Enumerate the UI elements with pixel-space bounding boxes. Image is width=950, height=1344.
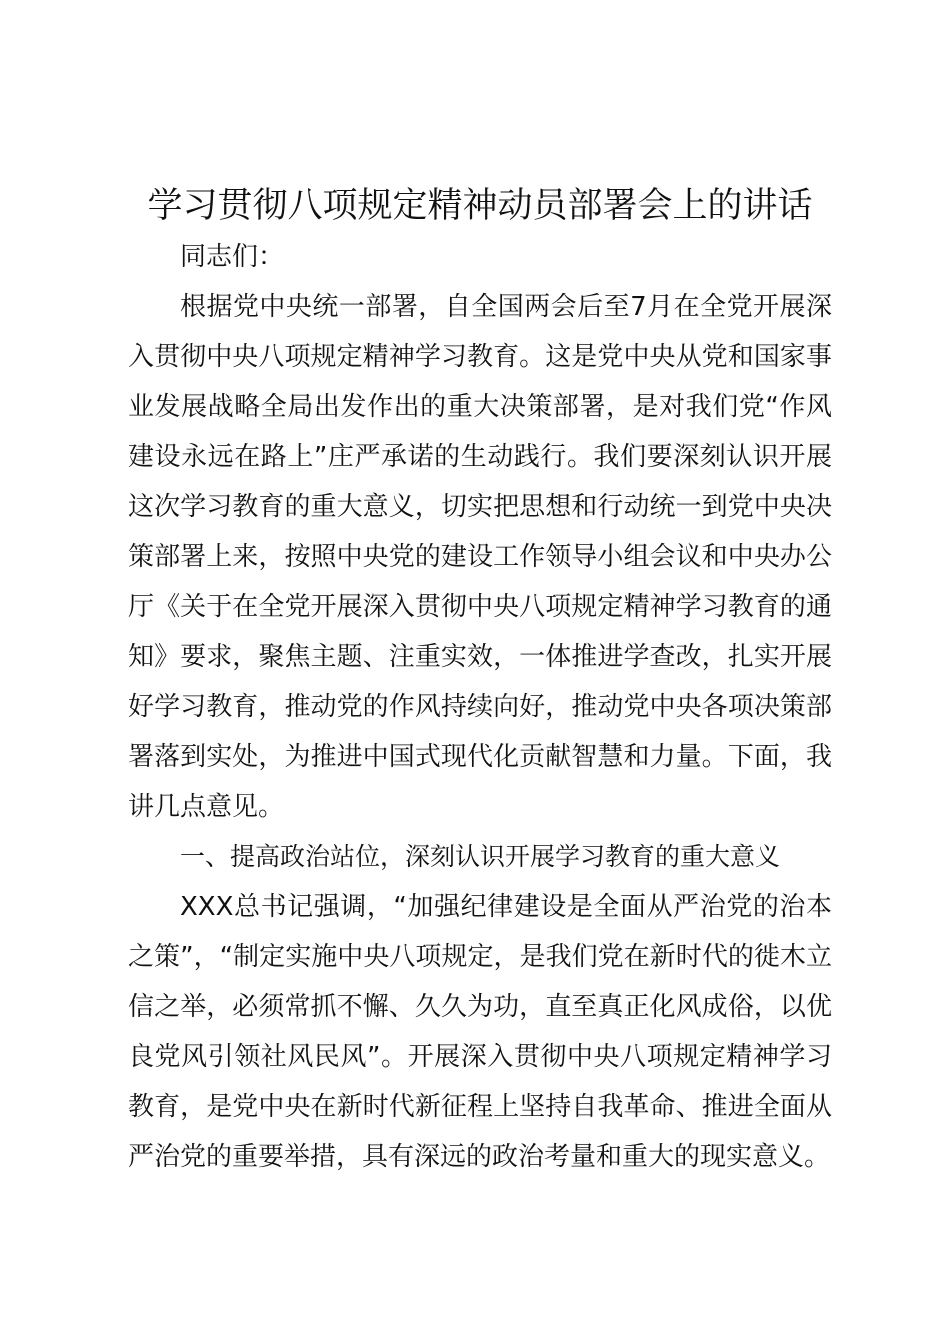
greeting: 同志们： [180, 242, 285, 272]
section-paragraph: XXX总书记强调，“加强纪律建设是全面从严治党的治本之策”，“制定实施中央八项规定，是我们党在新时代的徙木立信之举，必须常抓不懈、久久为功，直至真正化风成俗，以优良党风引领社风民风”。开展深入贯彻中央八项规定精神学习教育，是党中央在新时代新征程上坚持自我革命、推进全面从严治党的重要举措，具有深远的政治考量和重大的现实意义。 [128, 892, 832, 1172]
section-heading: 一、提高政治站位，深刻认识开展学习教育的重大意义 [180, 842, 781, 871]
document-body [128, 182, 832, 1182]
intro-paragraph: 根据党中央统一部署，自全国两会后至7月在全党开展深入贯彻中央八项规定精神学习教育。这是党中央从党和国家事业发展战略全局出发作出的重大决策部署，是对我们党“作风建设永远在路上”庄严承诺的生动践行。我们要深刻认识开展这次学习教育的重大意义，切实把思想和行动统一到党中央决策部署上来，按照中央党的建设工作领导小组会议和中央办公厅《关于在全党开展深入贯彻中央八项规定精神学习教育的通知》要求，聚焦主题、注重实效，一体推进学查改，扎实开展好学习教育，推动党的作风持续向好，推动党中央各项决策部署落到实处，为推进中国式现代化贡献智慧和力量。下面，我讲几点意见。 [128, 292, 832, 822]
document-title: 学习贯彻八项规定精神动员部署会上的讲话 [147, 186, 813, 226]
